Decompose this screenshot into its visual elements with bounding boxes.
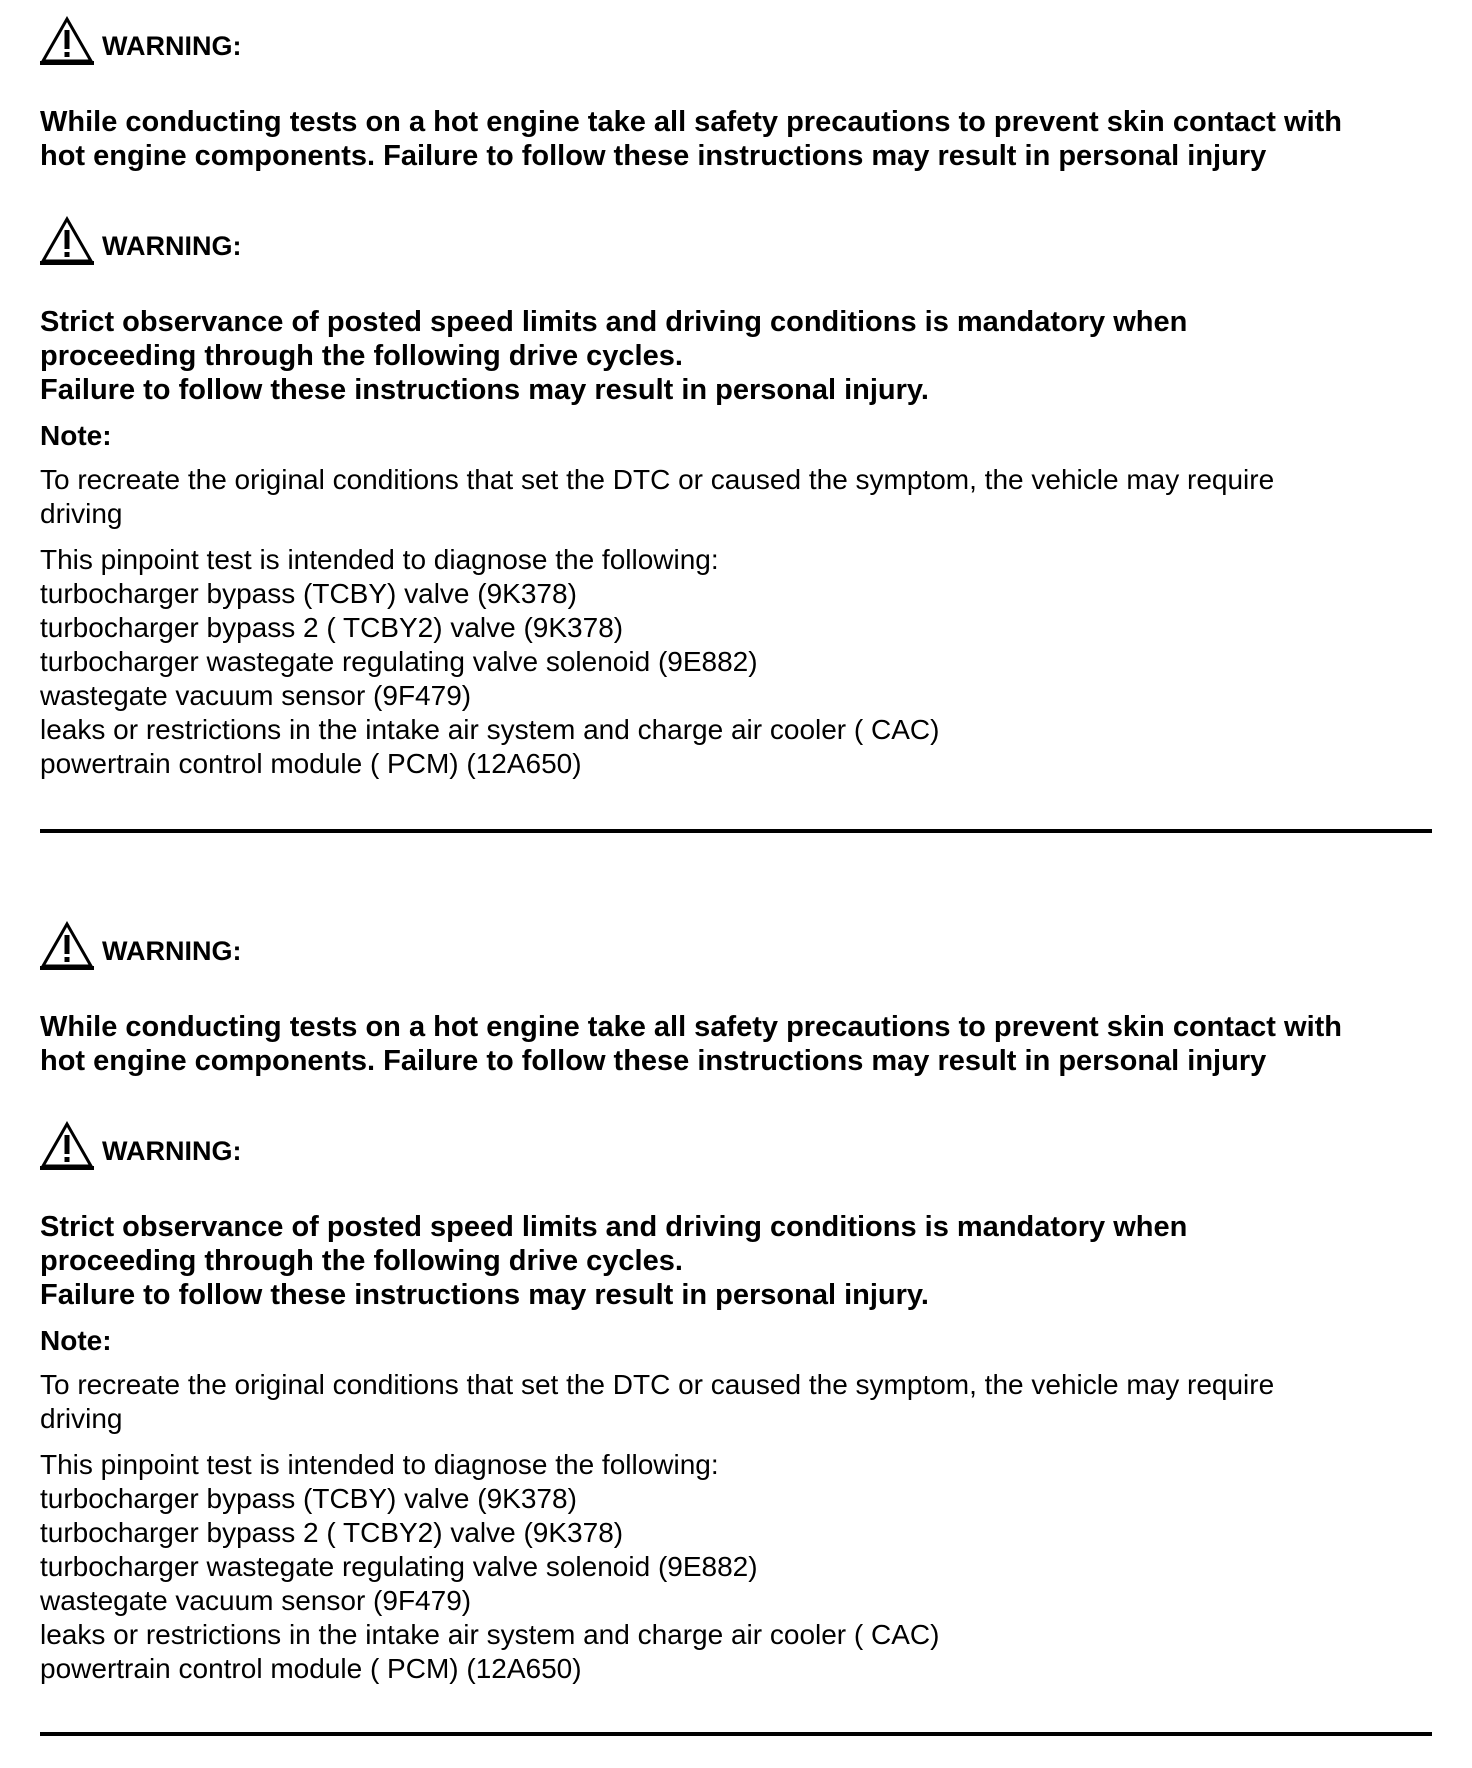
warning-header	[40, 14, 241, 66]
list-item: turbocharger wastegate regulating valve solenoid (9E882)	[40, 646, 758, 677]
warning-text: While conducting tests on a hot engine take all safety precautions to prevent skin contact with hot engine components. Failure to follow these instructions may result in personal injury	[40, 1011, 1342, 1077]
diagnose-intro: This pinpoint test is intended to diagnose the following:	[40, 544, 719, 575]
list-item: leaks or restrictions in the intake air system and charge air cooler ( CAC)	[40, 714, 940, 745]
note-label: Note:	[40, 420, 112, 451]
warning-text: Strict observance of posted speed limits and driving conditions is mandatory when proceeding through the following drive cycles. Failure to follow these instructions may result in personal injury.	[40, 1211, 1188, 1311]
note-text: To recreate the original conditions that set the DTC or caused the symptom, the vehicle may require driving	[40, 464, 1275, 529]
warning-label: WARNING:	[102, 231, 242, 261]
warning-header	[40, 214, 241, 266]
list-item: turbocharger bypass 2 ( TCBY2) valve (9K378)	[40, 612, 624, 643]
warning-triangle-icon	[40, 921, 94, 971]
list-item: powertrain control module ( PCM) (12A650)	[40, 1653, 582, 1684]
section-divider	[40, 829, 1432, 833]
warning-header	[40, 919, 241, 971]
note-text: To recreate the original conditions that set the DTC or caused the symptom, the vehicle may require driving	[40, 1369, 1275, 1434]
list-item: turbocharger bypass (TCBY) valve (9K378)	[40, 578, 577, 609]
warning-triangle-icon	[40, 16, 94, 66]
warning-text: Strict observance of posted speed limits and driving conditions is mandatory when proceeding through the following drive cycles. Failure to follow these instructions may result in personal injury.	[40, 306, 1188, 406]
warning-label: WARNING:	[102, 1136, 242, 1166]
list-item: powertrain control module ( PCM) (12A650)	[40, 748, 582, 779]
note-label: Note:	[40, 1325, 112, 1356]
diagnose-list	[40, 543, 939, 781]
warning-label: WARNING:	[102, 936, 242, 966]
warning-triangle-icon	[40, 1121, 94, 1171]
list-item: turbocharger wastegate regulating valve solenoid (9E882)	[40, 1551, 758, 1582]
list-item: leaks or restrictions in the intake air system and charge air cooler ( CAC)	[40, 1619, 940, 1650]
diagnose-intro: This pinpoint test is intended to diagnose the following:	[40, 1449, 719, 1480]
list-item: wastegate vacuum sensor (9F479)	[40, 680, 472, 711]
warning-header	[40, 1119, 241, 1171]
warning-triangle-icon	[40, 216, 94, 266]
list-item: turbocharger bypass (TCBY) valve (9K378)	[40, 1483, 577, 1514]
list-item: turbocharger bypass 2 ( TCBY2) valve (9K378)	[40, 1517, 624, 1548]
warning-text: While conducting tests on a hot engine take all safety precautions to prevent skin contact with hot engine components. Failure to follow these instructions may result in personal injury	[40, 106, 1342, 172]
section-divider	[40, 1732, 1432, 1736]
diagnose-list	[40, 1448, 939, 1686]
warning-label: WARNING:	[102, 31, 242, 61]
list-item: wastegate vacuum sensor (9F479)	[40, 1585, 472, 1616]
